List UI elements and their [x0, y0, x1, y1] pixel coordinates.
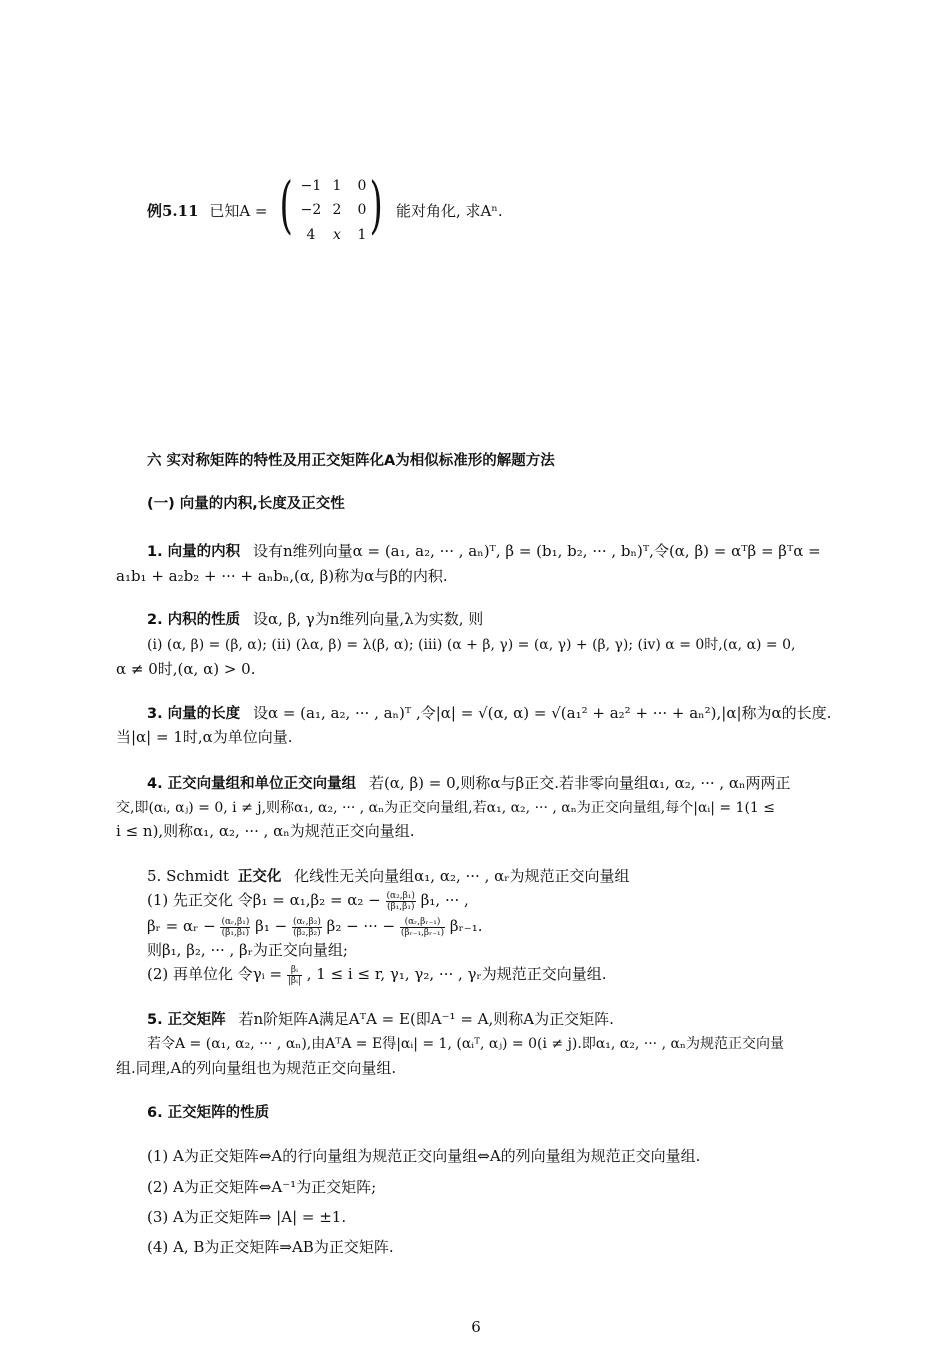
item-5-l5b: , 1 ≤ i ≤ r, γ₁, γ₂, ··· , γᵣ为规范正交向量组. [306, 965, 607, 983]
item-6-line-2: 若令A = (α₁, α₂, ··· , αₙ),由AᵀA = E得|αᵢ| = 1, (αᵢᵀ, αⱼ) = 0(i ≠ j).即α₁, α₂, ··· , αₙ为规范正交向量 [147, 1036, 784, 1052]
matrix-cell: 1 [332, 178, 342, 194]
item-5-l3b: β₁ − [255, 917, 288, 935]
item-3-line-1 [147, 703, 831, 724]
matrix-cell: 1 [357, 227, 367, 243]
property-1: (1) A为正交矩阵⇔A的行向量组为规范正交向量组⇔A的列向量组为规范正交向量组. [147, 1147, 701, 1165]
item-2-line-3: α ≠ 0时,(α, α) > 0. [116, 660, 256, 678]
fraction [386, 891, 416, 912]
item-3-heading: 3. 向量的长度 [147, 706, 241, 722]
fraction-den: (βᵣ₋₁,βᵣ₋₁) [400, 927, 445, 938]
matrix-cell: x [333, 227, 341, 243]
item-1-line-1 [147, 541, 821, 562]
fraction-den: (β₁,β₁) [386, 901, 415, 912]
item-5-line-4: 则β₁, β₂, ··· , βᵣ为正交向量组; [147, 941, 348, 959]
fraction [287, 965, 302, 986]
item-5-l3c: β₂ − ··· − [326, 917, 396, 935]
item-4-line-3: i ≤ n),则称α₁, α₂, ··· , αₙ为规范正交向量组. [116, 822, 415, 840]
fraction-num: βᵢ [287, 965, 302, 976]
fraction-num: (αᵣ,β₁) [221, 916, 250, 927]
item-5-l3d: βᵣ₋₁. [449, 917, 483, 935]
item-6-heading: 5. 正交矩阵 [147, 1012, 226, 1028]
matrix [272, 170, 390, 246]
item-2-line-1 [147, 609, 483, 630]
item-5-line-1 [147, 866, 629, 887]
fraction-num: (αᵣ,βᵣ₋₁) [400, 917, 445, 928]
item-5-text: 化线性无关向量组α₁, α₂, ··· , αᵣ为规范正交向量组 [294, 867, 630, 885]
matrix-cell: 0 [357, 178, 367, 194]
item-5-l2b: β₁, ··· , [420, 891, 469, 909]
item-3-line-2: 当|α| = 1时,α为单位向量. [116, 728, 293, 746]
property-4: (4) A, B为正交矩阵⇒AB为正交矩阵. [147, 1238, 394, 1256]
item-5-heading: 正交化 [237, 869, 282, 885]
matrix-right-paren: ) [369, 168, 383, 241]
item-7-heading: 6. 正交矩阵的性质 [147, 1105, 270, 1121]
fraction [220, 917, 250, 938]
item-5-l5a: (2) 再单位化 令γᵢ = [147, 965, 283, 983]
item-2-line-2: (i) (α, β) = (β, α); (ii) (λα, β) = λ(β, α); (iii) (α + β, γ) = (α, γ) + (β, γ); (iv) α = 0时,(α, α) = 0, [147, 637, 796, 653]
matrix-cell: 2 [332, 202, 342, 218]
section-subtitle: (一) 向量的内积,长度及正交性 [147, 496, 345, 512]
property-2: (2) A为正交矩阵⇔A⁻¹为正交矩阵; [147, 1178, 377, 1196]
fraction [292, 917, 322, 938]
item-5-l2a: (1) 先正交化 令β₁ = α₁,β₂ = α₂ − [147, 891, 381, 909]
fraction [400, 917, 445, 938]
matrix-cell: 0 [357, 202, 367, 218]
matrix-left-paren: ( [279, 168, 293, 241]
item-4-line-1 [147, 773, 791, 794]
matrix-cell: −2 [300, 202, 322, 218]
item-2-heading: 2. 内积的性质 [147, 612, 241, 628]
item-4-text: 若(α, β) = 0,则称α与β正交.若非零向量组α₁, α₂, ··· , αₙ两两正 [368, 774, 791, 792]
fraction-num: (αᵣ,β₂) [292, 916, 321, 927]
fraction-den: (β₁,β₁) [221, 927, 250, 938]
fraction-num: (α₂,β₁) [386, 890, 415, 901]
item-3-text: 设α = (a₁, a₂, ··· , aₙ)ᵀ ,令|α| = √(α, α) = √(a₁² + a₂² + ··· + aₙ²),|α|称为α的长度. [252, 704, 832, 722]
item-6-text: 若n阶矩阵A满足AᵀA = E(即A⁻¹ = A,则称A为正交矩阵. [238, 1010, 614, 1028]
item-5-prefix: 5. Schmidt [147, 867, 230, 885]
matrix-cell: −1 [300, 178, 322, 194]
item-1-text: 设有n维列向量α = (a₁, a₂, ··· , aₙ)ᵀ, β = (b₁, b₂, ··· , bₙ)ᵀ,令(α, β) = αᵀβ = βᵀα = [252, 542, 821, 560]
matrix-cell: 4 [306, 227, 316, 243]
item-5-l3a: βᵣ = αᵣ − [147, 917, 216, 935]
item-6-line-3: 组.同理,A的列向量组也为规范正交向量组. [116, 1059, 397, 1077]
item-6-line-1 [147, 1009, 614, 1030]
example-post: 能对角化, 求Aⁿ. [396, 202, 503, 220]
item-5-line-5 [147, 964, 606, 986]
item-2-text: 设α, β, γ为n维列向量,λ为实数, 则 [252, 610, 484, 628]
item-5-line-3 [147, 916, 482, 938]
example-line [147, 201, 268, 221]
item-1-line-2: a₁b₁ + a₂b₂ + ··· + aₙbₙ,(α, β)称为α与β的内积. [116, 567, 448, 585]
fraction-den: |βᵢ| [287, 975, 301, 986]
section-title: 六 实对称矩阵的特性及用正交矩阵化A为相似标准形的解题方法 [147, 453, 555, 469]
page-number: 6 [471, 1318, 481, 1336]
item-5-line-2 [147, 890, 469, 912]
property-3: (3) A为正交矩阵⇒ |A| = ±1. [147, 1208, 347, 1226]
fraction-den: (β₂,β₂) [293, 927, 321, 938]
item-4-line-2: 交,即(αᵢ, αⱼ) = 0, i ≠ j,则称α₁, α₂, ··· , αₙ为正交向量组,若α₁, α₂, ··· , αₙ为正交向量组,每个|αᵢ| = 1(1 ≤ [116, 800, 776, 816]
example-label: 例5.11 [147, 202, 199, 220]
item-1-heading: 1. 向量的内积 [147, 544, 241, 560]
example-pre: 已知A = [209, 202, 268, 220]
item-4-heading: 4. 正交向量组和单位正交向量组 [147, 776, 357, 792]
